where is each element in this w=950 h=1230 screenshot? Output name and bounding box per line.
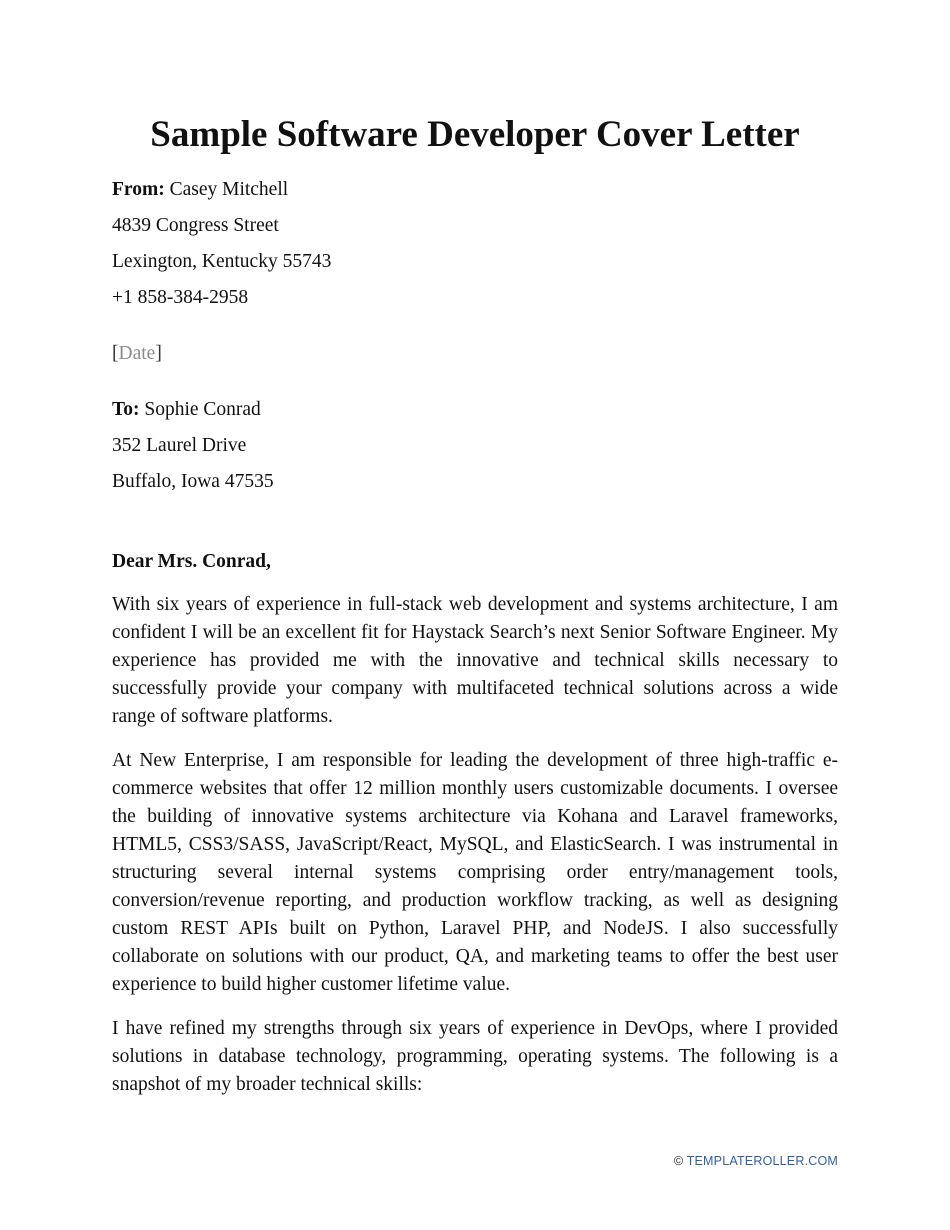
sender-label: From: [112,179,165,200]
body-paragraph-3: I have refined my strengths through six years of experience in DevOps, where I provided solutions in database technology, programming, operating systems. The following is a snapshot of my broader technical skills: [112,1018,838,1095]
salutation: Dear Mrs. Conrad, [112,551,271,572]
recipient-name: Sophie Conrad [144,399,261,420]
recipient-label: To: [112,399,140,420]
recipient-street: 352 Laurel Drive [112,435,247,456]
letter-body [112,549,838,1099]
footer-credit [674,1154,838,1168]
date-open-bracket: [ [112,343,119,364]
sender-city: Lexington, Kentucky 55743 [112,251,332,272]
date-line [112,341,838,367]
document-title: Sample Software Developer Cover Letter [150,114,800,155]
date-block [112,341,838,367]
body-paragraph-1: With six years of experience in full-stack web development and systems architecture, I am confident I will be an excellent fit for Haystack Search’s next Senior Software Engineer. My experience has provided me with the innovative and technical skills necessary to successfully provide your company with multifaceted technical solutions across a wide range of software platforms. [112,594,838,727]
sender-name-line [112,177,838,213]
recipient-name-line [112,397,838,433]
sender-phone: +1 858-384-2958 [112,287,249,308]
recipient-city: Buffalo, Iowa 47535 [112,471,274,492]
footer-brand-link[interactable]: TEMPLATEROLLER.COM [686,1154,838,1168]
body-paragraph-2: At New Enterprise, I am responsible for leading the development of three high-traffic e-commerce websites that offer 12 million monthly users customizable documents. I oversee the building of innovative systems architecture via Kohana and Laravel frameworks, HTML5, CSS3/SASS, JavaScript/React, MySQL, and ElasticSearch. I was instrumental in structuring several internal systems comprising order entry/management tools, conversion/revenue reporting, and production workflow tracking, as well as designing custom REST APIs built on Python, Laravel PHP, and NodeJS. I also successfully collaborate on solutions with our product, QA, and marketing teams to offer the best user experience to build higher customer lifetime value. [112,750,838,995]
recipient-block [112,397,838,505]
sender-block [112,177,838,321]
sender-street: 4839 Congress Street [112,215,279,236]
date-placeholder[interactable]: Date [118,343,156,364]
date-close-bracket: ] [155,343,162,364]
sender-name: Casey Mitchell [169,179,289,200]
copyright-symbol: © [673,1154,684,1168]
